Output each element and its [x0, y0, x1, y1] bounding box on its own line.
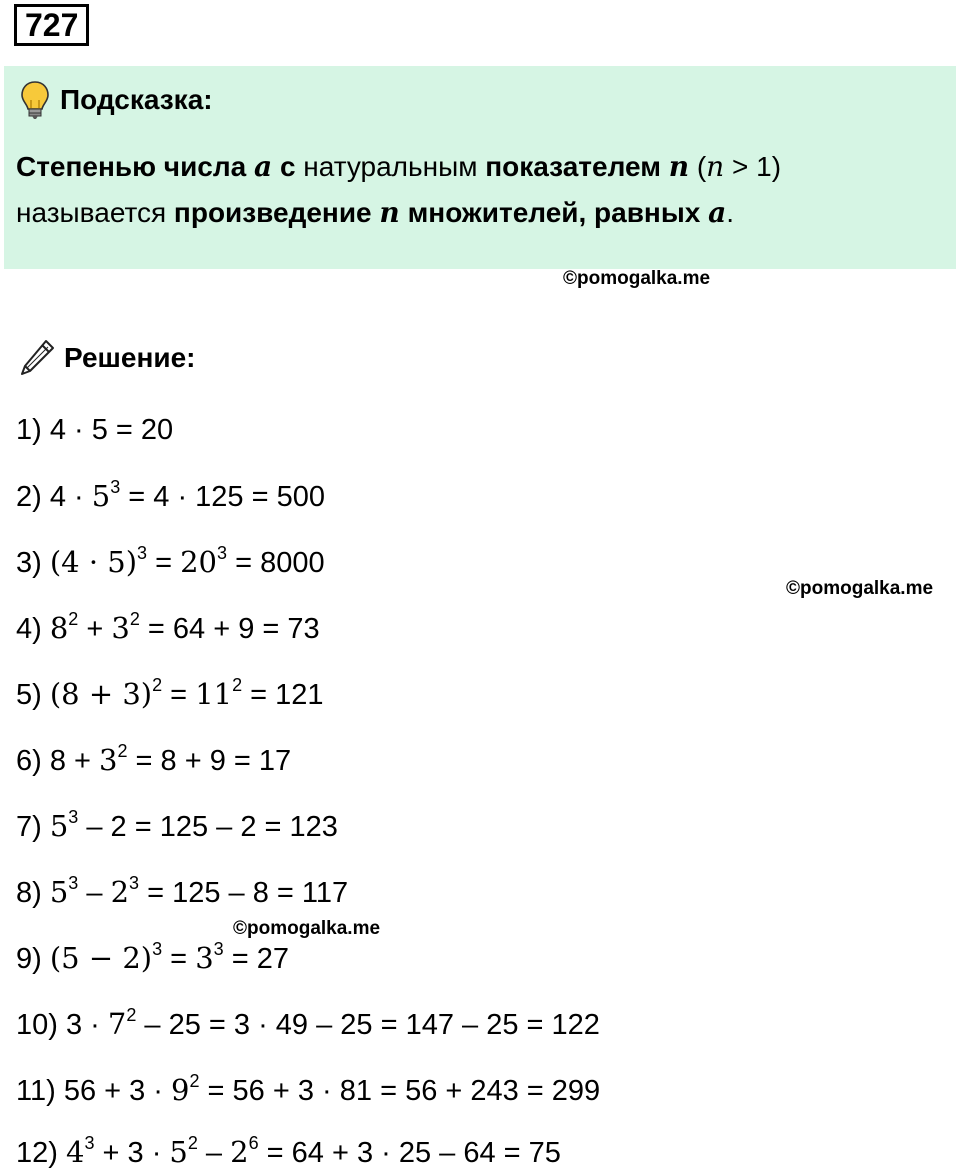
math-base: 3 [195, 941, 214, 975]
exponent: 3 [84, 1133, 95, 1153]
math-base: 3 [99, 743, 118, 777]
exponent: 2 [187, 1133, 198, 1153]
line-text: 8) [16, 877, 50, 909]
hint-p4: показателем [485, 151, 661, 182]
solution-title [18, 338, 195, 378]
line-text: 9) [16, 943, 50, 975]
math-base: 5 [91, 479, 111, 513]
math-base: 5 [49, 809, 69, 843]
solution-line-6 [16, 740, 291, 781]
solution-title-text: Решение: [64, 342, 196, 373]
line-text: = 27 [223, 943, 289, 975]
line-text: + 3 · [94, 1137, 170, 1169]
solution-line-10 [16, 1004, 600, 1045]
exponent: 3 [137, 543, 148, 563]
solution-line-11 [16, 1070, 600, 1111]
math-base: 5 [49, 875, 69, 909]
hint-text [16, 144, 936, 236]
line-text: 12) [16, 1137, 66, 1169]
watermark: ©pomogalka.me [233, 918, 381, 939]
line-text: = 64 + 9 = 73 [139, 613, 320, 645]
math-base: 2 [230, 1135, 249, 1169]
solution-line-1 [16, 410, 173, 450]
exponent: 3 [152, 939, 163, 959]
line-text: – 2 = 125 – 2 = 123 [78, 811, 338, 843]
cond-rest: > 1) [724, 151, 782, 182]
math-base: (8 + 3) [49, 677, 153, 711]
line-text: 7) [16, 811, 50, 843]
line-text: = [147, 547, 181, 579]
line-text: = [162, 679, 196, 711]
watermark: ©pomogalka.me [786, 578, 934, 599]
hint-title [20, 80, 213, 120]
line-text: 10) 3 · [16, 1009, 108, 1041]
exponent: 2 [129, 609, 140, 629]
line-text: = 8000 [227, 547, 325, 579]
line-text: = 4 · 125 = 500 [120, 481, 325, 513]
exponent: 2 [126, 1005, 137, 1025]
line-text: = 64 + 3 · 25 – 64 = 75 [258, 1137, 561, 1169]
hint-box [4, 66, 956, 269]
solution-line-2 [16, 476, 325, 517]
exponent: 2 [152, 675, 163, 695]
line-text: = 125 – 8 = 117 [139, 877, 349, 909]
hint-p5: называется [16, 197, 167, 228]
math-base: (5 − 2) [49, 941, 153, 975]
solution-line-8 [16, 872, 348, 913]
line-text: 11) 56 + 3 · [16, 1075, 172, 1107]
solution-line-3 [16, 542, 325, 583]
line-text: 3) [16, 547, 50, 579]
lightbulb-icon [20, 80, 50, 120]
hint-title-text: Подсказка: [60, 84, 213, 115]
line-text: – 25 = 3 · 49 – 25 = 147 – 25 = 122 [136, 1009, 600, 1041]
solution-line-12 [16, 1132, 561, 1173]
hint-var-a2: a [708, 196, 727, 229]
line-text: – [78, 877, 111, 909]
line-text: = 56 + 3 · 81 = 56 + 243 = 299 [199, 1075, 601, 1107]
hint-p7: множителей, равных [407, 197, 701, 228]
cond-var: n [706, 150, 725, 183]
solution-line-5 [16, 674, 324, 715]
hint-p1: Степенью числа [16, 151, 247, 182]
hint-var-n: n [668, 150, 690, 183]
math-base: 4 [65, 1135, 85, 1169]
line-text: 6) 8 + [16, 745, 100, 777]
exponent: 3 [110, 477, 121, 497]
hint-var-n2: n [379, 196, 400, 229]
exponent: 2 [68, 609, 79, 629]
solution-line-7 [16, 806, 338, 847]
hint-condition [697, 151, 781, 182]
math-base: 5 [169, 1135, 188, 1169]
line-text: 4) [16, 613, 50, 645]
exponent: 3 [68, 807, 79, 827]
line-text: 2) 4 · [16, 481, 92, 513]
hint-p3: натуральным [303, 151, 478, 182]
math-base: (4 · 5) [49, 545, 138, 579]
line-text: = [162, 943, 196, 975]
solution-line-4 [16, 608, 320, 649]
exponent: 3 [217, 543, 228, 563]
cond-open: ( [696, 151, 707, 182]
task-number: 727 [14, 4, 89, 46]
watermark: ©pomogalka.me [563, 268, 711, 289]
math-base: 8 [49, 611, 69, 645]
line-text: 1) 4 · 5 = 20 [16, 414, 174, 446]
exponent: 2 [232, 675, 243, 695]
math-base: 7 [107, 1007, 127, 1041]
math-base: 2 [110, 875, 130, 909]
pencil-icon [18, 338, 56, 378]
exponent: 2 [189, 1071, 200, 1091]
math-base: 11 [195, 677, 233, 711]
hint-p6: произведение [173, 197, 372, 228]
math-base: 9 [171, 1073, 190, 1107]
line-text: = 121 [242, 679, 324, 711]
hint-p2: с [279, 151, 296, 182]
hint-period: . [726, 197, 735, 228]
solution-line-9 [16, 938, 289, 979]
line-text: – [197, 1137, 231, 1169]
exponent: 3 [68, 873, 79, 893]
exponent: 2 [117, 741, 128, 761]
line-text: 5) [16, 679, 50, 711]
math-base: 20 [180, 545, 218, 579]
line-text: = 8 + 9 = 17 [127, 745, 292, 777]
hint-var-a: a [254, 150, 273, 183]
line-text: + [78, 613, 112, 645]
exponent: 3 [129, 873, 140, 893]
math-base: 3 [111, 611, 130, 645]
exponent: 6 [248, 1133, 259, 1153]
exponent: 3 [213, 939, 224, 959]
